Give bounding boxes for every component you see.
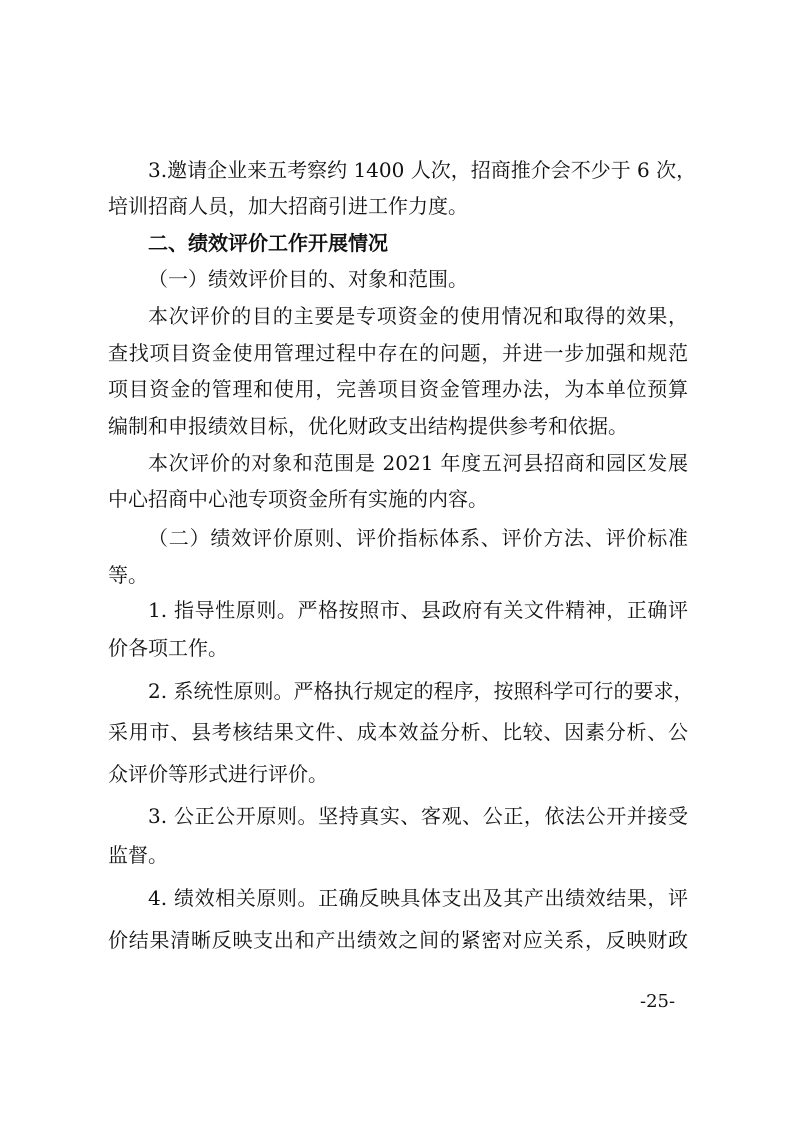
paragraph-line: 4. 绩效相关原则。正确反映具体支出及其产出绩效结果，评 [148, 886, 688, 910]
paragraph-line: 监督。 [108, 843, 168, 867]
subsection-heading: （一）绩效评价目的、对象和范围。 [148, 267, 468, 291]
paragraph-line: 3. 公正公开原则。坚持真实、客观、公正，依法公开并接受 [148, 804, 688, 828]
paragraph-line: 3.邀请企业来五考察约 1400 人次，招商推介会不少于 6 次， [148, 158, 697, 182]
paragraph-line: 本次评价的对象和范围是 2021 年度五河县招商和园区发展 [148, 451, 688, 475]
subsection-heading-line: 等。 [108, 563, 148, 587]
paragraph-line: 查找项目资金使用管理过程中存在的问题，并进一步加强和规范 [108, 341, 688, 365]
paragraph-line: 价结果清晰反映支出和产出绩效之间的紧密对应关系，反映财政 [108, 928, 688, 952]
paragraph-line: 采用市、县考核结果文件、成本效益分析、比较、因素分析、公 [108, 720, 688, 744]
page-number: -25- [640, 991, 676, 1012]
paragraph-line: 1. 指导性原则。严格按照市、县政府有关文件精神，正确评 [148, 598, 688, 622]
subsection-heading: （二）绩效评价原则、评价指标体系、评价方法、评价标准 [148, 526, 688, 550]
paragraph-line: 培训招商人员，加大招商引进工作力度。 [108, 194, 468, 218]
paragraph-line: 众评价等形式进行评价。 [108, 762, 328, 786]
paragraph-line: 本次评价的目的主要是专项资金的使用情况和取得的效果， [148, 304, 688, 328]
paragraph-line: 中心招商中心池专项资金所有实施的内容。 [108, 487, 488, 511]
paragraph-line: 项目资金的管理和使用，完善项目资金管理办法，为本单位预算 [108, 377, 688, 401]
paragraph-line: 编制和申报绩效目标，优化财政支出结构提供参考和依据。 [108, 414, 628, 438]
paragraph-line: 价各项工作。 [108, 636, 228, 660]
section-heading: 二、绩效评价工作开展情况 [148, 231, 388, 255]
paragraph-line: 2. 系统性原则。严格执行规定的程序，按照科学可行的要求， [148, 679, 694, 703]
